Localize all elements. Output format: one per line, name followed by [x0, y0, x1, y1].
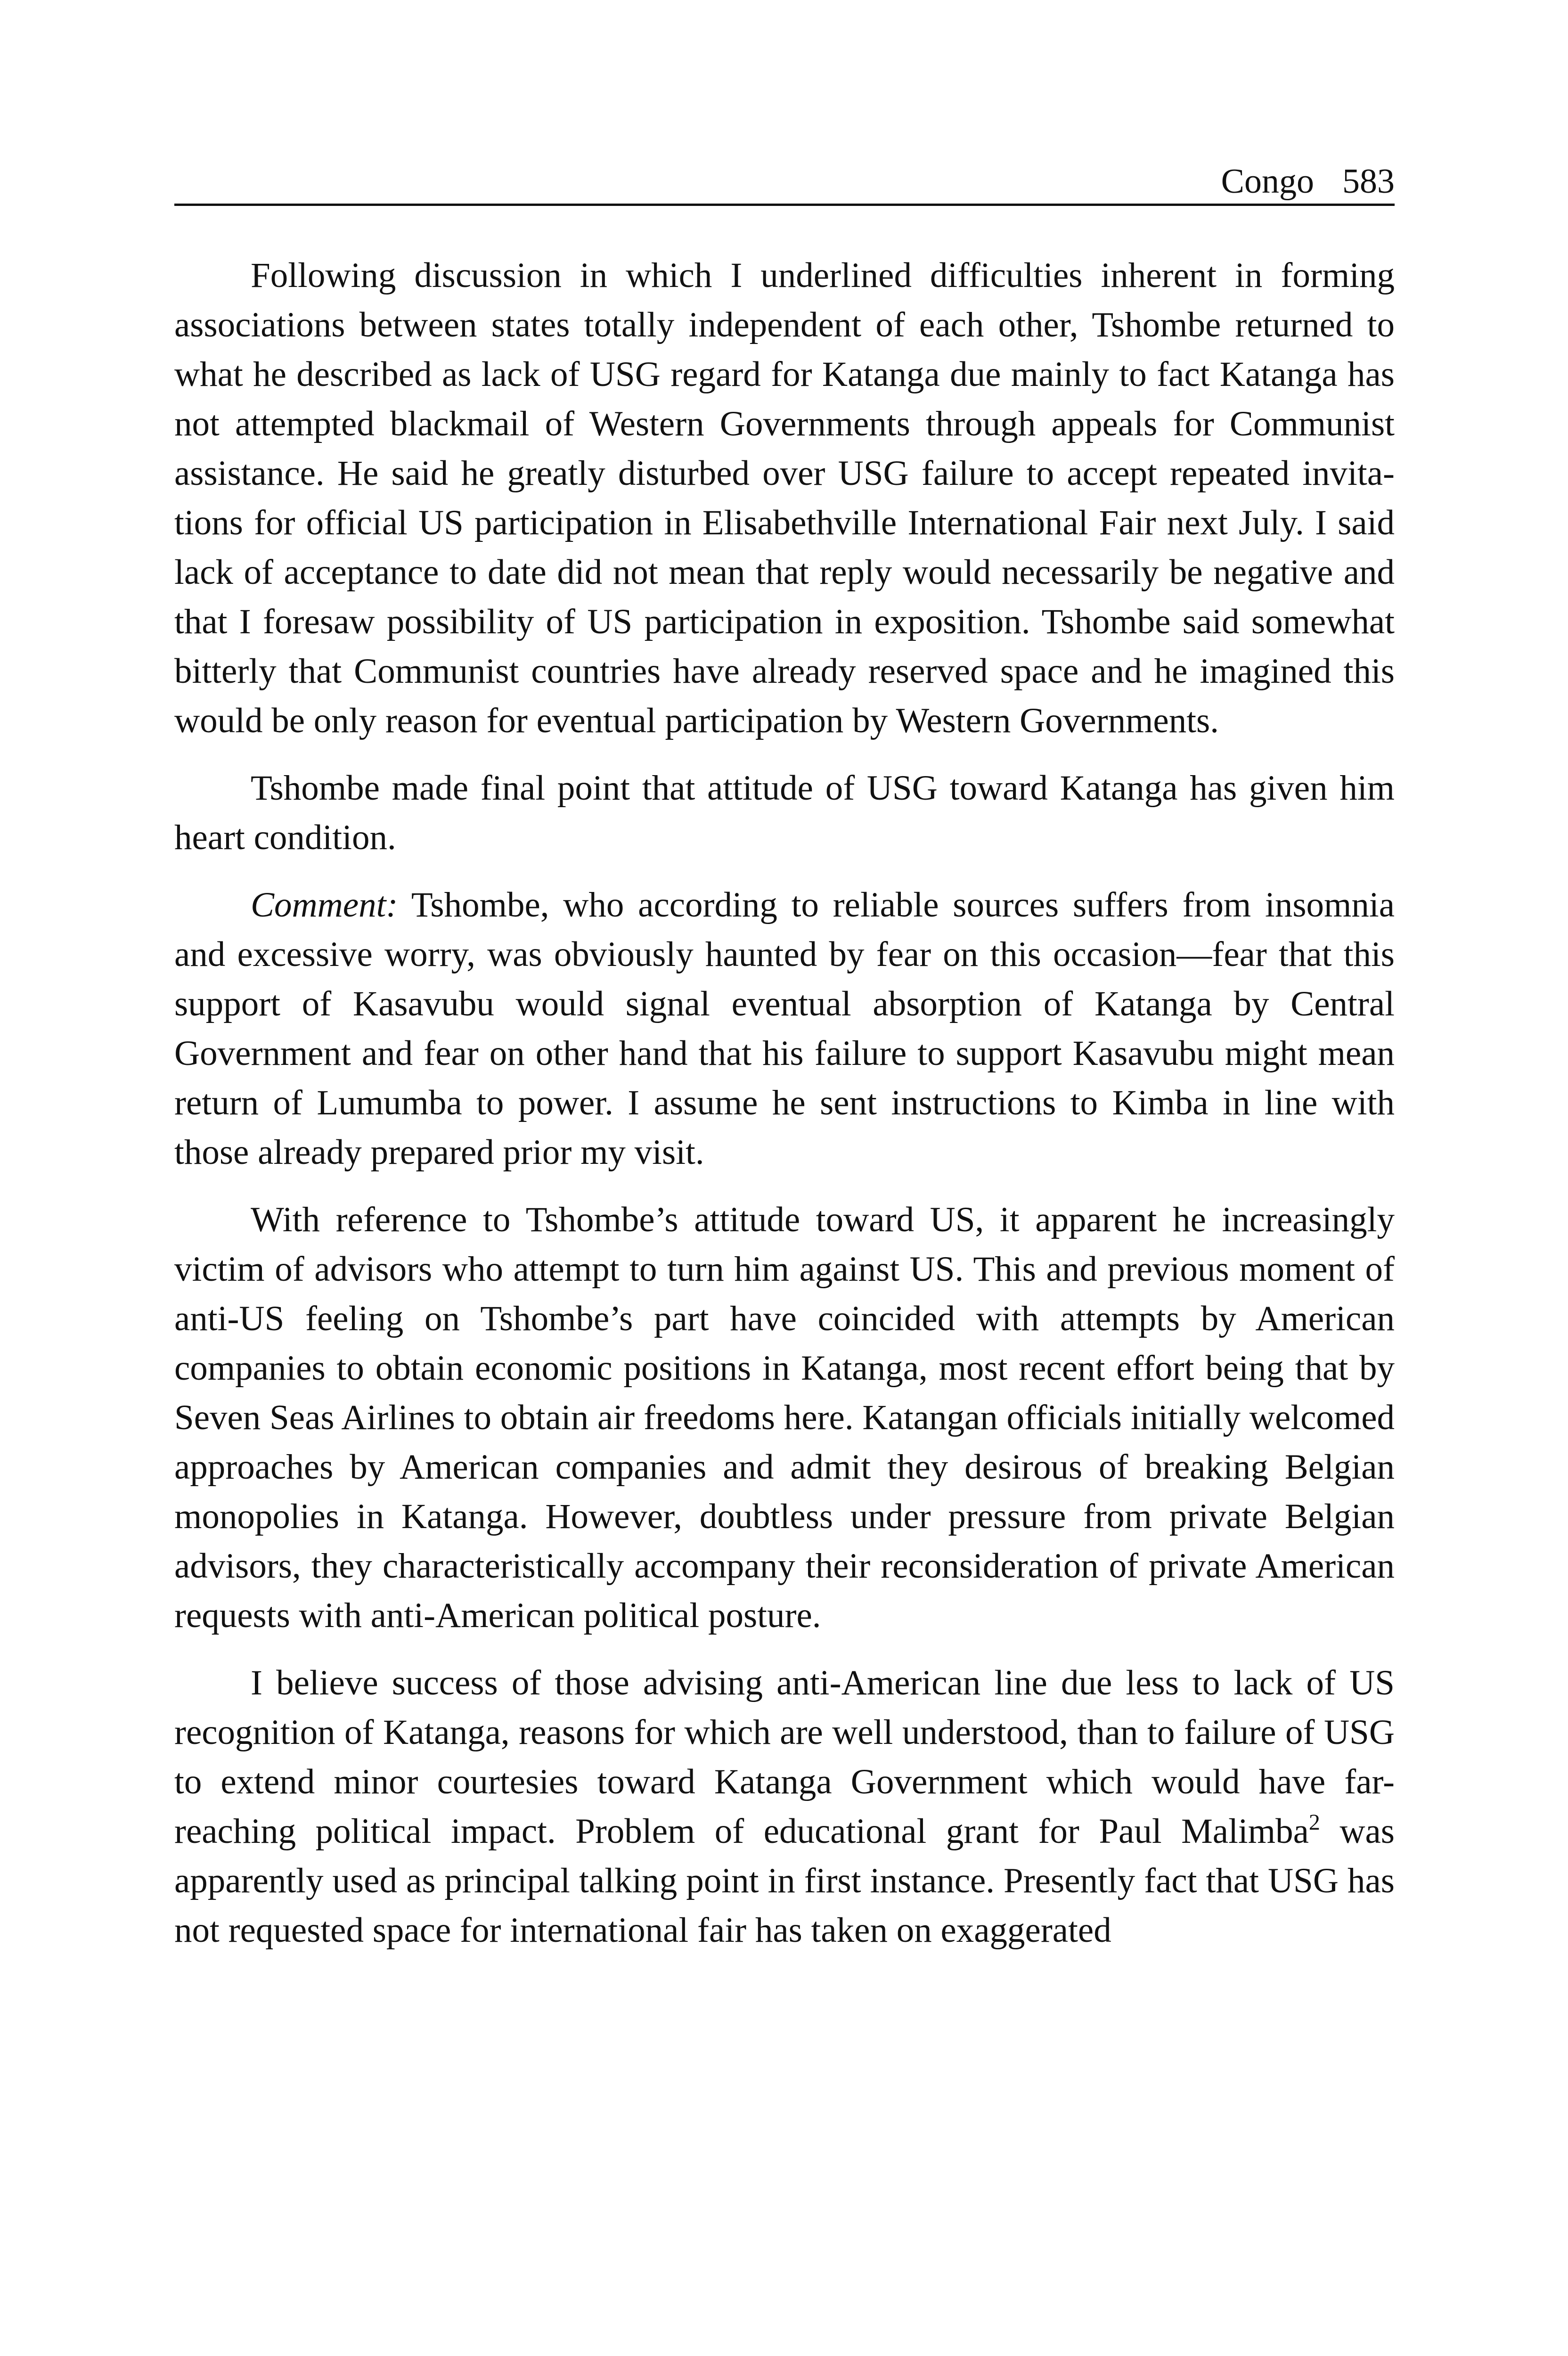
page-number: 583 — [1342, 162, 1395, 201]
paragraph — [174, 1658, 1395, 1955]
section-title: Congo — [1221, 162, 1314, 201]
paragraph-text: Tshombe, who according to reliable sources suffers from insomnia and excessive worry, was obviously haunted by fear on this occasion—fear that this support of Kasavubu would signal eventual absorption of Katanga by Central Government and fear on other hand that his failure to support Kasavubu might mean return of Lumumba to power. I assume he sent instructions to Kimba in line with those already prepared prior my visit. — [174, 885, 1395, 1172]
paragraph-text: was apparently used as principal talking point in first instance. Presently fact that USG has not requested space for international fair has taken on exaggerated — [174, 1812, 1395, 1950]
paragraph-text: I believe success of those advising anti-American line due less to lack of US recognition of Katanga, reasons for which are well understood, than to failure of USG to extend minor courtesies toward Katanga Government which would have far-reaching political impact. Problem of educational grant for Paul Malimba — [174, 1663, 1395, 1851]
paragraph: Following discussion in which I underlined difficulties inherent in forming associations between states totally independent of each other, Tshombe returned to what he described as lack of USG regard for Katanga due mainly to fact Katanga has not attempted blackmail of Western Governments through appeals for Communist assistance. He said he greatly disturbed over USG failure to accept repeated invitations for official US participation in Elisabethville International Fair next July. I said lack of acceptance to date did not mean that reply would necessarily be negative and that I foresaw possibility of US participation in exposition. Tshombe said somewhat bitterly that Communist countries have already reserved space and he imagined this would be only reason for eventual participation by Western Governments. — [174, 256, 1395, 740]
document-page — [174, 160, 1395, 1973]
paragraph: Tshombe made final point that attitude of USG toward Katanga has given him heart condition. — [174, 769, 1395, 857]
paragraph: With reference to Tshombe’s attitude toward US, it apparent he increasingly victim of advisors who attempt to turn him against US. This and previous moment of anti-US feeling on Tshombe’s part have coincided with attempts by American companies to obtain economic positions in Katanga, most recent effort being that by Seven Seas Airlines to obtain air freedoms here. Katangan officials initially welcomed approaches by American companies and admit they desirous of breaking Belgian monopolies in Katanga. However, doubtless under pressure from private Belgian advisors, they characteristically accompany their reconsideration of private American requests with anti-American political posture. — [174, 1200, 1395, 1635]
footnote-reference: 2 — [1308, 1810, 1320, 1835]
body-text — [174, 251, 1395, 1955]
running-header — [174, 160, 1395, 206]
comment-label: Comment: — [251, 885, 398, 924]
paragraph — [174, 880, 1395, 1177]
